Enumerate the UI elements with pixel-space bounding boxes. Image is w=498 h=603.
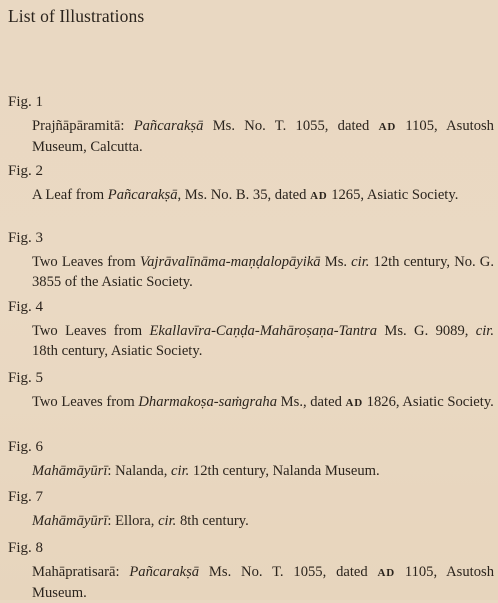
text-run: Two Leaves from xyxy=(32,394,139,410)
italic-text: cir. xyxy=(475,323,494,339)
figure-description xyxy=(8,511,494,531)
italic-text: Dharmakoṣa-saṁgraha xyxy=(138,394,278,410)
figure-entry-2 xyxy=(8,161,494,206)
text-run: Ms. xyxy=(320,254,352,270)
text-run: 12th century, No. G. 3855 of the Asiatic Society. xyxy=(32,254,494,290)
figure-description xyxy=(8,461,494,481)
figure-label: Fig. 2 xyxy=(8,163,44,179)
text-run: Two Leaves from xyxy=(32,323,150,339)
text-run: 18th century, Asiatic Society. xyxy=(32,343,203,359)
figure-entry-5 xyxy=(8,368,494,413)
italic-text: cir. xyxy=(171,463,190,479)
text-run: 1105, Asutosh Museum, Calcutta. xyxy=(32,118,494,155)
page-title: List of Illustrations xyxy=(8,6,145,26)
text-run: , Ms. No. B. 35, dated xyxy=(177,187,311,203)
italic-text: Vajrāvalīnāma-maṇḍalopāyikā xyxy=(139,254,321,270)
figure-entry-7 xyxy=(8,487,494,531)
figure-description xyxy=(8,321,494,361)
italic-text: Mahāmāyūrī xyxy=(32,463,108,479)
figure-description xyxy=(8,562,494,603)
text-run: Ms. G. 9089, xyxy=(377,323,476,339)
text-run: Ms. No. T. 1055, dated xyxy=(203,118,379,134)
text-run: Ms. No. T. 1055, dated xyxy=(199,564,378,580)
figure-entry-4 xyxy=(8,297,494,361)
text-run: : Ellora, xyxy=(107,513,159,529)
era-abbreviation: AD xyxy=(378,121,397,133)
text-run: Mahāpratisarā: xyxy=(32,564,130,580)
era-abbreviation: AD xyxy=(345,397,364,409)
figure-description xyxy=(8,252,494,292)
figure-description xyxy=(8,392,494,413)
figure-label: Fig. 7 xyxy=(8,489,44,505)
figure-label: Fig. 5 xyxy=(8,370,44,386)
italic-text: Ekallavīra-Caṇḍa-Mahāroṣaṇa-Tantra xyxy=(149,323,378,339)
figure-label: Fig. 1 xyxy=(8,94,44,110)
text-run: Prajñāpāramitā: xyxy=(32,118,134,134)
figure-description xyxy=(8,185,494,206)
figure-entry-6 xyxy=(8,437,494,481)
italic-text: Pañcarakṣā xyxy=(133,118,204,134)
figure-description xyxy=(8,116,494,157)
text-run: 12th century, Nalanda Museum. xyxy=(189,463,380,479)
figure-label: Fig. 4 xyxy=(8,299,44,315)
text-run: A Leaf from xyxy=(32,187,108,203)
italic-text: Pañcarakṣā xyxy=(107,187,178,203)
figure-label: Fig. 3 xyxy=(8,230,44,246)
figure-entry-1 xyxy=(8,92,494,157)
era-abbreviation: AD xyxy=(310,190,328,202)
figure-label: Fig. 8 xyxy=(8,540,44,556)
text-run: 1105, Asutosh Museum. xyxy=(32,564,494,601)
figure-entry-3 xyxy=(8,228,494,292)
italic-text: cir. xyxy=(158,513,177,529)
figure-entry-8 xyxy=(8,538,494,603)
figure-label: Fig. 6 xyxy=(8,439,44,455)
text-run: 8th century. xyxy=(176,513,249,529)
italic-text: Mahāmāyūrī xyxy=(32,513,108,529)
text-run: 1265, Asiatic Society. xyxy=(327,187,459,203)
text-run: Two Leaves from xyxy=(32,254,140,270)
text-run: Ms., dated xyxy=(277,394,346,410)
italic-text: Pañcarakṣā xyxy=(129,564,200,580)
italic-text: cir. xyxy=(351,254,370,270)
text-run: : Nalanda, xyxy=(107,463,172,479)
era-abbreviation: AD xyxy=(377,567,395,579)
text-run: 1826, Asiatic Society. xyxy=(363,394,494,410)
